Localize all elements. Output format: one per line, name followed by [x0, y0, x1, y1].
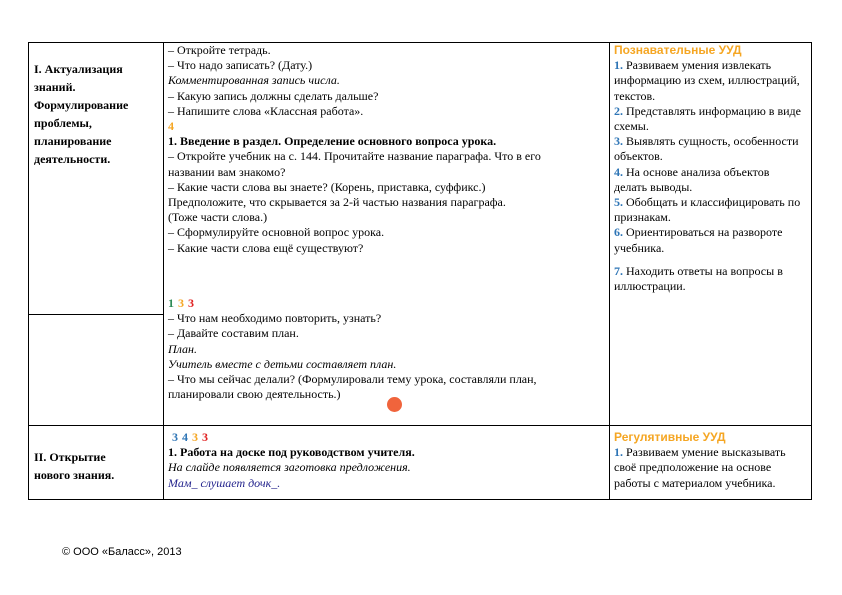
lesson-line: – Откройте учебник на с. 144. Прочитайте название параграфа. Что в его — [168, 149, 541, 164]
lesson-note: План. — [168, 341, 197, 356]
uud-item-text: информацию из схем, иллюстраций, — [614, 73, 800, 88]
marker-digit: 4 — [168, 119, 174, 134]
lesson-line: названии вам знакомо? — [168, 164, 286, 179]
marker-digit: 3 — [178, 296, 184, 310]
lesson-line: планировали свою деятельность.) — [168, 387, 341, 402]
table-inner-divider — [28, 314, 164, 315]
uud-cognitive-title: Познавательные УУД — [614, 43, 742, 57]
uud-item-text: Обобщать и классифицировать по — [626, 195, 801, 210]
uud-item-number: 1. — [614, 445, 623, 460]
section-heading: 1. Работа на доске под руководством учителя. — [168, 445, 415, 460]
stage-1-title-line: деятельности. — [34, 152, 111, 166]
uud-item — [614, 134, 810, 149]
copyright-footer: © ООО «Баласс», 2013 — [62, 546, 182, 558]
lesson-line: – Напишите слова «Классная работа». — [168, 103, 364, 118]
lesson-line: – Давайте составим план. — [168, 326, 299, 341]
uud-regulatory-title: Регулятивные УУД — [614, 430, 726, 444]
uud-item-text: иллюстрации. — [614, 279, 686, 294]
uud-item-number: 7. — [614, 263, 623, 278]
example-sentence: Мам_ слушает дочк_. — [168, 475, 281, 490]
uud-item-text: своё предположение на основе — [614, 460, 772, 475]
uud-regulatory — [614, 430, 810, 491]
lesson-line: – Что нам необходимо повторить, узнать? — [168, 311, 382, 326]
uud-item — [614, 165, 810, 180]
uud-item — [614, 195, 810, 210]
marker-digit: 3 — [192, 430, 198, 444]
stage-2-title-line: нового знания. — [34, 468, 115, 482]
marker-digit: 3 — [172, 430, 178, 444]
uud-item — [614, 264, 810, 279]
stage-1-title-line: Формулирование — [34, 98, 129, 112]
uud-item-number: 5. — [614, 195, 623, 210]
table-border-middle — [28, 425, 812, 426]
uud-item-text: признакам. — [614, 210, 671, 225]
lesson-line: (Тоже части слова.) — [168, 210, 268, 225]
lesson-steps-bottom — [168, 430, 608, 491]
marker-digit: 1 — [168, 296, 174, 310]
uud-item-text: Находить ответы на вопросы в — [626, 263, 783, 278]
lesson-note: Комментированная запись числа. — [168, 73, 340, 88]
uud-item-text: схемы. — [614, 119, 649, 134]
uud-item-text: На основе анализа объектов — [626, 164, 770, 179]
section-heading: 1. Введение в раздел. Определение основного вопроса урока. — [168, 134, 497, 149]
uud-item-text: текстов. — [614, 88, 656, 103]
uud-item — [614, 445, 810, 460]
marker-digits — [168, 296, 608, 311]
marker-dot — [387, 397, 402, 412]
uud-item-number: 4. — [614, 164, 623, 179]
marker-digit: 4 — [182, 430, 188, 444]
stage-1-title-line: знаний. — [34, 80, 76, 94]
uud-item-text: объектов. — [614, 149, 663, 164]
uud-item-text: Представлять информацию в виде — [626, 103, 801, 118]
stage-1-title-line: планирование — [34, 134, 112, 148]
uud-item-number: 6. — [614, 225, 623, 240]
lesson-line: – Какие части слова ещё существуют? — [168, 240, 364, 255]
stage-1-title-line: I. Актуализация — [34, 62, 123, 76]
table-border-right — [811, 42, 812, 500]
lesson-line: Предположите, что скрывается за 2-й частью названия параграфа. — [168, 195, 506, 210]
lesson-line: – Какие части слова вы знаете? (Корень, приставка, суффикс.) — [168, 179, 486, 194]
lesson-note: На слайде появляется заготовка предложения. — [168, 460, 411, 475]
marker-digits — [168, 430, 608, 445]
uud-item — [614, 104, 810, 119]
stage-1-title — [34, 60, 162, 168]
lesson-line: – Откройте тетрадь. — [168, 43, 271, 57]
marker-digit: 3 — [202, 430, 208, 444]
uud-item-number: 1. — [614, 58, 623, 73]
stage-1-title-line: проблемы, — [34, 116, 92, 130]
uud-item-text: Выявлять сущность, особенности — [626, 134, 799, 149]
table-border-left — [28, 42, 29, 500]
lesson-line: – Что мы сейчас делали? (Формулировали тему урока, составляли план, — [168, 372, 537, 387]
lesson-line: – Что надо записать? (Дату.) — [168, 58, 313, 73]
marker-digit: 3 — [188, 296, 194, 310]
stage-2-title-line: II. Открытие — [34, 450, 106, 464]
uud-item-text: работы с материалом учебника. — [614, 475, 776, 490]
uud-item — [614, 58, 810, 73]
lesson-line: – Какую запись должны сделать дальше? — [168, 88, 379, 103]
table-border-bottom — [28, 499, 812, 500]
lesson-line: – Сформулируйте основной вопрос урока. — [168, 225, 385, 240]
uud-item-text: Развиваем умение высказывать — [626, 445, 786, 460]
lesson-steps-middle — [168, 296, 608, 402]
uud-item-number: 3. — [614, 134, 623, 149]
uud-item — [614, 225, 810, 240]
table-col-divider-1 — [163, 42, 164, 500]
stage-2-title — [34, 448, 162, 484]
uud-item-text: делать выводы. — [614, 179, 693, 194]
uud-cognitive — [614, 43, 810, 294]
lesson-note: Учитель вместе с детьми составляет план. — [168, 356, 397, 371]
uud-item-text: учебника. — [614, 240, 665, 255]
uud-item-text: Ориентироваться на развороте — [626, 225, 783, 240]
table-col-divider-2 — [609, 42, 610, 500]
uud-item-text: Развиваем умения извлекать — [626, 58, 772, 73]
spacer — [614, 256, 810, 264]
lesson-steps-top — [168, 43, 608, 256]
uud-item-number: 2. — [614, 103, 623, 118]
